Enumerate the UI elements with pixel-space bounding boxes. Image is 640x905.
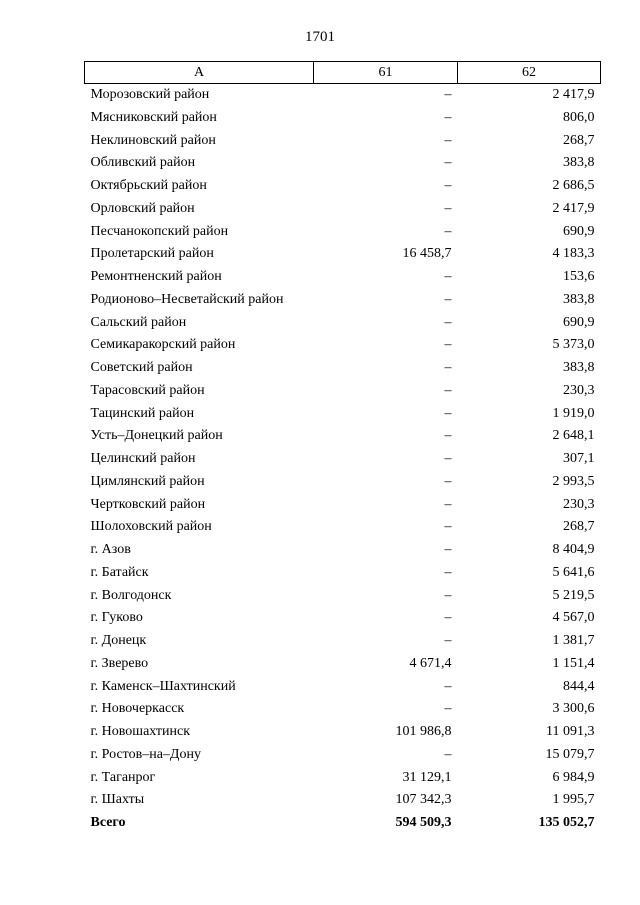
- table-row: [85, 175, 601, 198]
- row-name: г. Таганрог: [90, 769, 156, 785]
- table-row: [85, 789, 601, 812]
- row-value-61: –: [444, 360, 452, 375]
- row-value-62: 844,4: [563, 678, 595, 694]
- table-row: [85, 744, 601, 767]
- table-row: [85, 721, 601, 744]
- row-value-62: 690,9: [563, 223, 595, 239]
- row-value-61: 107 342,3: [395, 792, 452, 808]
- table-header: [85, 62, 601, 84]
- table-row: [85, 653, 601, 676]
- row-value-61: –: [444, 473, 452, 489]
- row-value-62: 5 373,0: [552, 337, 595, 353]
- row-value-61: –: [444, 291, 452, 307]
- row-name: Пролетарский район: [90, 246, 214, 262]
- row-value-61: –: [444, 87, 452, 102]
- row-name: Всего: [90, 815, 126, 830]
- row-value-61: –: [444, 701, 452, 717]
- table-row: [85, 84, 601, 107]
- table-row: [85, 380, 601, 403]
- row-value-62: 230,3: [563, 496, 595, 512]
- row-value-61: 16 458,7: [402, 246, 452, 262]
- row-value-62: 1 381,7: [552, 633, 595, 648]
- row-name: г. Ростов–на–Дону: [90, 746, 201, 762]
- row-value-62: 307,1: [563, 451, 595, 466]
- table-row: [85, 767, 601, 790]
- row-value-62: 2 417,9: [552, 200, 595, 216]
- row-name: Обливский район: [90, 155, 196, 171]
- row-name: Ремонтненский район: [90, 269, 222, 284]
- row-name: Чертковский район: [90, 496, 206, 512]
- row-name: г. Новошахтинск: [90, 724, 191, 739]
- row-value-62: 383,8: [563, 155, 595, 171]
- table-row: [85, 289, 601, 312]
- table-row: [85, 130, 601, 153]
- row-value-61: –: [444, 223, 452, 239]
- row-value-62: 4 183,3: [552, 246, 595, 262]
- row-value-61: –: [444, 109, 452, 125]
- table-row: [85, 448, 601, 471]
- row-value-62: 153,6: [563, 269, 595, 284]
- table-row: [85, 312, 601, 335]
- row-name: Мясниковский район: [90, 109, 217, 125]
- table-row: [85, 357, 601, 380]
- table-row: [85, 676, 601, 699]
- row-name: Советский район: [90, 360, 193, 375]
- row-value-62: 135 052,7: [538, 815, 595, 830]
- row-name: Усть–Донецкий район: [90, 428, 223, 444]
- table-row: [85, 539, 601, 562]
- header-row: [85, 62, 601, 84]
- row-name: Октябрьский район: [90, 178, 207, 193]
- row-value-62: 230,3: [563, 382, 595, 398]
- table-row: [85, 221, 601, 244]
- row-value-61: –: [444, 610, 452, 626]
- header-col-62: 62: [458, 62, 601, 84]
- table-row: [85, 403, 601, 426]
- row-value-62: 11 091,3: [546, 724, 595, 739]
- row-value-61: –: [444, 269, 452, 284]
- row-name: Семикаракорский район: [90, 337, 236, 353]
- row-value-62: 2 993,5: [552, 473, 595, 489]
- row-value-62: 4 567,0: [552, 610, 595, 626]
- table-row: [85, 198, 601, 221]
- row-value-62: 268,7: [563, 519, 595, 535]
- table-row: [85, 698, 601, 721]
- row-value-62: 1 995,7: [552, 792, 595, 808]
- table-row: [85, 607, 601, 630]
- row-value-62: 1 919,0: [552, 405, 595, 421]
- row-value-61: –: [444, 382, 452, 398]
- table-row: [85, 471, 601, 494]
- row-value-61: –: [444, 496, 452, 512]
- row-value-61: –: [444, 314, 452, 330]
- row-name: Песчанокопский район: [90, 223, 229, 239]
- row-value-61: –: [444, 678, 452, 694]
- row-name: г. Шахты: [90, 792, 145, 808]
- row-name: г. Донецк: [90, 633, 147, 648]
- row-value-62: 5 219,5: [552, 587, 595, 603]
- row-name: г. Волгодонск: [90, 587, 172, 603]
- row-value-61: –: [444, 405, 452, 421]
- row-name: Сальский район: [90, 314, 187, 330]
- table-row: [85, 585, 601, 608]
- row-name: Морозовский район: [90, 87, 210, 102]
- row-value-61: –: [444, 451, 452, 466]
- row-value-61: –: [444, 633, 452, 648]
- row-value-62: 8 404,9: [552, 542, 595, 557]
- row-name: г. Гуково: [90, 610, 143, 626]
- row-name: Неклиновский район: [90, 132, 216, 148]
- row-value-62: 383,8: [563, 291, 595, 307]
- total-row: [85, 812, 601, 835]
- row-value-61: –: [444, 564, 452, 580]
- row-value-61: –: [444, 178, 452, 193]
- table-row: [85, 630, 601, 653]
- row-value-61: –: [444, 519, 452, 535]
- table-row: [85, 266, 601, 289]
- table-row: [85, 243, 601, 266]
- row-value-61: –: [444, 428, 452, 444]
- table-row: [85, 516, 601, 539]
- row-value-62: 2 417,9: [552, 87, 595, 102]
- row-name: Цимлянский район: [90, 473, 205, 489]
- row-name: г. Новочеркасск: [90, 701, 185, 717]
- data-table: [84, 61, 601, 835]
- table-row: [85, 152, 601, 175]
- row-name: г. Зверево: [90, 655, 149, 671]
- row-name: Тарасовский район: [90, 382, 205, 398]
- row-name: Орловский район: [90, 200, 195, 216]
- row-name: Целинский район: [90, 451, 196, 466]
- row-value-62: 383,8: [563, 360, 595, 375]
- table-row: [85, 494, 601, 517]
- row-value-61: –: [444, 337, 452, 353]
- row-value-62: 268,7: [563, 132, 595, 148]
- header-col-a: А: [85, 62, 314, 84]
- table-row: [85, 334, 601, 357]
- row-value-61: –: [444, 155, 452, 171]
- row-value-62: 15 079,7: [545, 746, 595, 762]
- row-value-61: 31 129,1: [402, 769, 452, 785]
- row-name: Шолоховский район: [90, 519, 212, 535]
- row-value-62: 2 686,5: [552, 178, 595, 193]
- row-value-61: –: [444, 587, 452, 603]
- row-name: Родионово–Несветайский район: [90, 291, 284, 307]
- row-name: г. Азов: [90, 542, 131, 557]
- row-value-62: 3 300,6: [552, 701, 595, 717]
- row-value-62: 2 648,1: [552, 428, 595, 444]
- table-row: [85, 562, 601, 585]
- row-value-61: –: [444, 132, 452, 148]
- table-row: [85, 107, 601, 130]
- row-value-61: –: [444, 542, 452, 557]
- row-value-61: –: [444, 200, 452, 216]
- row-name: г. Батайск: [90, 564, 149, 580]
- row-value-61: 594 509,3: [395, 815, 452, 830]
- row-value-62: 5 641,6: [552, 564, 595, 580]
- row-name: Тацинский район: [90, 405, 195, 421]
- row-name: г. Каменск–Шахтинский: [90, 678, 236, 694]
- row-value-62: 806,0: [563, 109, 595, 125]
- table-body: [85, 84, 601, 835]
- table-row: [85, 425, 601, 448]
- page-number: 1701: [305, 29, 335, 45]
- row-value-61: 4 671,4: [409, 655, 452, 671]
- row-value-62: 6 984,9: [552, 769, 595, 785]
- header-col-61: 61: [314, 62, 458, 84]
- row-value-62: 690,9: [563, 314, 595, 330]
- row-value-62: 1 151,4: [552, 655, 595, 671]
- row-value-61: 101 986,8: [395, 724, 452, 739]
- row-value-61: –: [444, 746, 452, 762]
